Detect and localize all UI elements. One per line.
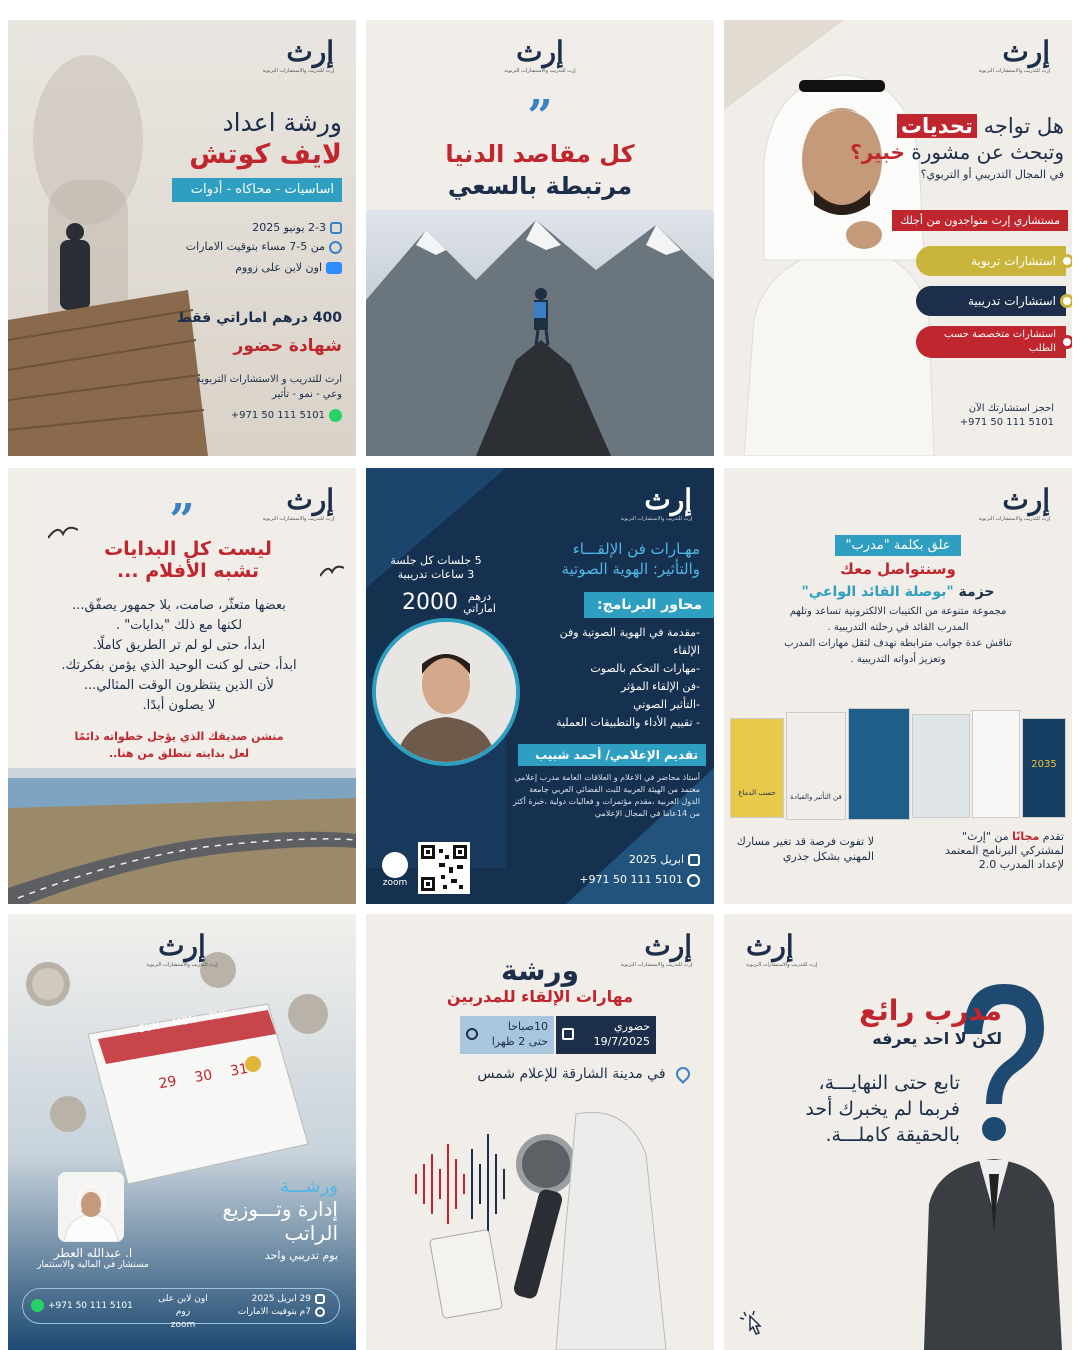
consult-item-3[interactable] (916, 326, 1066, 358)
calendar-day-3: TUE (208, 1008, 230, 1023)
logo-mark: إرث (644, 929, 692, 962)
question-text-2: وتبحث عن مشورة (911, 140, 1064, 164)
question-text: هل تواجه (983, 114, 1064, 138)
time-text: من 5-7 مساء بتوقيت الامارات (185, 240, 325, 253)
logo-subtitle: إرث للتدريب والاستشارات التربوية (978, 516, 1050, 522)
zoom-label: zoom (170, 1320, 196, 1330)
body-line-4: ابدأ، حتى لو كنت الوحيد الذي يؤمن بفكرتك. (61, 658, 297, 673)
consult-item-2-dot (1060, 294, 1072, 308)
zoom-logo (380, 852, 410, 888)
calendar-date-1: 29 (157, 1073, 178, 1093)
question-line-1 (824, 114, 1064, 138)
price-number: 2000 (402, 590, 458, 615)
calendar-icon (688, 854, 700, 866)
online-row (172, 260, 342, 275)
axis-item-3: -مهارات التحكم بالصوت (590, 662, 700, 675)
sessions-line-2: 3 ساعات تدريبية (397, 568, 475, 581)
ebook-5[interactable] (972, 710, 1020, 818)
qr-code-image (421, 845, 467, 891)
body-line-1: بعضها متعثّر، صامت، بلا جمهور يصفّق... (72, 598, 286, 613)
info-bar (22, 1288, 340, 1330)
ebook-2-title: فن التأثير والقيادة (790, 793, 842, 801)
attendance-mode: حضوري (614, 1020, 650, 1033)
post-consulting[interactable] (724, 20, 1072, 456)
logo (504, 35, 576, 74)
consult-item-2-label: استشارات تدريبية (967, 294, 1056, 308)
calendar-coins-image (8, 914, 356, 1350)
ebook-1[interactable] (730, 718, 784, 818)
ebook-2[interactable] (786, 712, 846, 820)
time-row (172, 239, 342, 254)
logo (620, 483, 692, 522)
ebook-3[interactable] (848, 708, 910, 820)
title-line-1: ورشـــة (280, 1176, 338, 1197)
expert-highlight: خبير؟ (850, 140, 905, 164)
date-text: 2-3 يونيو 2025 (252, 221, 326, 234)
axes-title: محاور البرنامج: (584, 592, 714, 618)
logo-subtitle: إرث للتدريب والاستشارات التربوية (746, 962, 818, 968)
thinking-man-image (724, 20, 1072, 456)
location-row (390, 1066, 690, 1082)
body-line-1: تابع حتى النهايـــة، (818, 1072, 960, 1094)
zoom-icon (326, 262, 342, 274)
title-line-2: إدارة وتـــوزيع (222, 1197, 338, 1221)
offer-text: تقدم (1042, 830, 1064, 843)
slogan-text: وعي - نمو - تأثير (272, 389, 342, 400)
desc-line-1: مجموعة متنوعة من الكتيبات الالكترونية تساعد وتلهم (789, 606, 1007, 617)
whatsapp-icon (31, 1299, 44, 1312)
logo-subtitle: إرث للتدريب والاستشارات التربوية (262, 68, 334, 74)
left-note: لا تفوت فرصة قد تغير مسارك المهني بشكل جذري (736, 835, 874, 863)
consult-item-1-dot (1060, 254, 1072, 268)
subtitle: يوم تدريبي واحد (264, 1249, 338, 1262)
calendar-icon (330, 222, 342, 234)
speaker-name: ا. عبدالله العطر (53, 1246, 133, 1260)
title-line-1: ليست كل البدايات (104, 538, 272, 560)
time-row (225, 1306, 325, 1319)
event-date: 19/7/2025 (593, 1035, 650, 1048)
title-line-2: والتأثير: الهوية الصوتية (561, 560, 700, 578)
logo-mark: إرث (516, 35, 564, 68)
phone-row (31, 1299, 141, 1312)
online-text: اون لاين على زووم (235, 261, 322, 274)
post-beginnings-quote[interactable] (8, 468, 356, 904)
logo-mark: إرث (1002, 483, 1050, 516)
price-unit (463, 591, 496, 615)
post-salary-management-workshop[interactable] (8, 914, 356, 1350)
post-trainers-speaking-workshop[interactable] (366, 914, 714, 1350)
logo-mark: إرث (1002, 35, 1050, 68)
speaker-role: مستشار في المالية والاستثمار (37, 1260, 149, 1270)
speaker-photo (58, 1172, 124, 1242)
ebook-4[interactable] (912, 714, 970, 818)
logo (146, 929, 218, 968)
clock-icon (315, 1307, 325, 1317)
time-text: 7م بتوقيت الامارات (237, 1307, 311, 1317)
body-line-6: لا يصلون أبدًا. (142, 698, 216, 713)
footer-line-1: منشن صديقك الذي يؤجل خطواته دائمًا (74, 730, 284, 743)
cta-text: احجز استشارتك الآن (968, 403, 1054, 414)
ebook-6-title: 2035 (1031, 759, 1057, 770)
comment-banner (835, 535, 960, 556)
date-row (225, 1293, 325, 1306)
connect-text: وسنتواصل معك (840, 560, 956, 578)
qr-code[interactable] (418, 842, 470, 894)
pointer-click-icon[interactable] (738, 1310, 768, 1336)
desc-line-2: المدرب القائد في رحلته التدريبية . (827, 622, 969, 633)
logo-mark: إرث (644, 483, 692, 516)
consultants-banner: مستشاري إرث متواجدون من أجلك (892, 210, 1068, 231)
logo (978, 35, 1050, 74)
logo (746, 929, 818, 968)
title-line-1: ورشة اعداد (222, 108, 342, 137)
title-line-2: لايف كوتش (189, 139, 342, 170)
presenter-bio: أستاذ محاضر في الاعلام و العلاقات العامة مدرب إعلامي معتمد من الهيئة العربية للبث الفضائي العربي جامعة الدول العربية ،مقدم مؤتمرات و فعاليات دولية ،خبرة أكثر من 14عاما في المجال الإعلامي (512, 773, 700, 818)
consult-item-2[interactable] (916, 286, 1066, 316)
date-row (560, 850, 700, 870)
presenter-photo (372, 618, 520, 766)
end-time: حتى 2 ظهرا (491, 1035, 548, 1048)
quote-mark-icon: ” (527, 91, 553, 142)
phone-icon (687, 874, 700, 887)
package-name: "بوصلة القائد الواعي" (801, 584, 954, 600)
offer-source: من "إرث" (962, 830, 1009, 843)
logo-subtitle: إرث للتدريب والاستشارات التربوية (978, 68, 1050, 74)
package-label: حزمة (958, 584, 995, 600)
logo (978, 483, 1050, 522)
logo-subtitle: إرث للتدريب والاستشارات التربوية (620, 962, 692, 968)
body-line-3: بالحقيقة كاملـــة. (825, 1124, 960, 1146)
quote-line-1: كل مقاصد الدنيا (445, 140, 635, 168)
free-highlight: مجانًا (1012, 830, 1040, 843)
post-quote-effort[interactable] (366, 20, 714, 456)
date-box (556, 1016, 656, 1054)
price-block (386, 590, 496, 615)
axis-item-2: الإلقاء (673, 644, 700, 657)
title-line-3: الراتب (284, 1221, 338, 1245)
offer-audience: لمشتركي البرنامج المعتمد (944, 844, 1064, 857)
zoom-label: zoom (382, 878, 408, 888)
date-text: ابريل 2025 (628, 853, 684, 866)
phone-text: +971 50 111 5101 (959, 417, 1054, 428)
calendar-day-1: SUN (137, 1020, 161, 1036)
logo-mark: إرث (286, 35, 334, 68)
price-text: 400 درهم اماراتي فقط (176, 310, 342, 326)
quote-line-2: مرتبطة بالسعي (447, 172, 633, 200)
challenges-highlight: تحديات (897, 114, 977, 138)
axis-item-5: -التأثير الصوتي (633, 698, 700, 711)
phone-row (122, 408, 342, 423)
desc-line-3: تناقش عدة جوانب مترابطة تهدف لثقل مهارات المدرب (784, 638, 1012, 649)
calendar-icon (562, 1028, 574, 1040)
comment-text: علق بكلمة (893, 538, 951, 553)
mountain-climber-image (366, 210, 714, 456)
phone-row (560, 870, 700, 890)
ebook-6[interactable] (1022, 718, 1066, 818)
axis-item-1: -مقدمة في الهوية الصوتية وفن (559, 626, 700, 639)
consult-item-1[interactable] (916, 246, 1066, 276)
presenter-portrait (376, 622, 516, 762)
title-line-1: مهـارات فن الإلقـــاء (572, 540, 700, 558)
title-line-2: تشبه الأفلام ... (116, 560, 260, 582)
price-currency: درهم (467, 589, 492, 603)
logo (262, 35, 334, 74)
axis-item-4: -فن الإلقاء المؤثر (621, 680, 700, 693)
topics-banner: اساسيات - محاكاه - أدوات (172, 178, 342, 202)
calendar-icon (315, 1294, 325, 1304)
start-time: 10صباحا (507, 1020, 548, 1033)
consult-item-3-dot (1060, 335, 1072, 349)
post-leader-compass-package[interactable] (724, 468, 1072, 904)
location-pin-icon (673, 1064, 693, 1084)
zoom-icon (382, 852, 408, 878)
logo-subtitle: إرث للتدريب والاستشارات التربوية (620, 516, 692, 522)
title-line-2: مهارات الإلقاء للمدربين (446, 987, 634, 1006)
post-unknown-trainer[interactable] (724, 914, 1072, 1350)
logo-mark: إرث (286, 483, 334, 516)
consult-item-1-label: استشارات تربوية (971, 254, 1056, 268)
phone-text: +971 50 111 5101 (579, 873, 683, 886)
title: مدرب رائع (859, 994, 1002, 1027)
logo-subtitle: إرث للتدريب والاستشارات التربوية (146, 962, 218, 968)
comment-keyword: "مدرب" (845, 538, 890, 553)
calendar-date-2: 30 (193, 1067, 214, 1086)
body-line-2: فربما لم يخبرك أحد (805, 1098, 960, 1120)
speaker-portrait (58, 1172, 124, 1242)
footer-line-2: لعل بدايته تنطلق من هنا.. (108, 747, 250, 760)
question-line-2 (824, 140, 1064, 164)
title-line-1: ورشة (500, 954, 580, 987)
logo-mark: إرث (158, 929, 206, 962)
calendar-day-2: MON (171, 1014, 198, 1030)
clock-icon (329, 241, 342, 254)
body-line-3: ابدأ، حتى لو لم تر الطريق كاملًا. (92, 638, 266, 653)
org-text: ارث للتدريب و الاستشارات التربوية (196, 374, 342, 385)
calendar-date-3: 31 (228, 1060, 250, 1080)
post-public-speaking-program[interactable] (366, 468, 714, 904)
sessions-line-1: 5 جلسات كل جلسة (390, 554, 482, 567)
package-title (724, 584, 1072, 600)
online-text: اون لاين على زوم (158, 1294, 208, 1317)
free-offer-line (914, 830, 1064, 844)
certificate-text: شهادة حضور (233, 336, 342, 356)
date-row (172, 220, 342, 235)
phone-text: +971 50 111 5101 (48, 1301, 133, 1311)
logo-mark: إرث (746, 929, 794, 962)
whatsapp-icon (329, 409, 342, 422)
presenter-banner: تقديم الإعلامي/ أحمد شبيب (518, 744, 706, 766)
ebooks-row (730, 708, 1066, 828)
quote-mark-icon: ” (169, 495, 195, 546)
price-country: اماراتي (463, 601, 496, 615)
coastal-road-image (8, 768, 356, 904)
post-life-coach-workshop[interactable] (8, 20, 356, 456)
ebook-1-title: حسب الدماغ (738, 789, 776, 797)
hand-microphone-image (366, 1094, 714, 1350)
clock-icon (466, 1028, 478, 1040)
location-text: في مدينة الشارقة للإعلام شمس (477, 1066, 666, 1082)
question-line-3: في المجال التدريبي أو التربوي؟ (920, 168, 1064, 181)
desc-line-4: وتعزيز أدواته التدريبية . (850, 654, 946, 665)
consult-item-3-label: استشارات متخصصة حسب الطلب (944, 329, 1056, 354)
logo-subtitle: إرث للتدريب والاستشارات التربوية (262, 516, 334, 522)
subtitle: لكن لا احد يعرفه (872, 1029, 1002, 1048)
body-line-2: لكنها مع ذلك "بدايات" . (115, 618, 243, 633)
axis-item-6: - تقييم الأداء والتطبيقات العملية (556, 716, 700, 729)
body-line-5: لأن الذين ينتظرون الوقت المثالي... (84, 678, 274, 693)
offer-program: لإعداد المدرب 2.0 (978, 858, 1064, 871)
date-text: 29 ابريل 2025 (251, 1294, 311, 1304)
phone-text: +971 50 111 5101 (230, 410, 325, 421)
time-box (460, 1016, 554, 1054)
logo-subtitle: إرث للتدريب والاستشارات التربوية (504, 68, 576, 74)
